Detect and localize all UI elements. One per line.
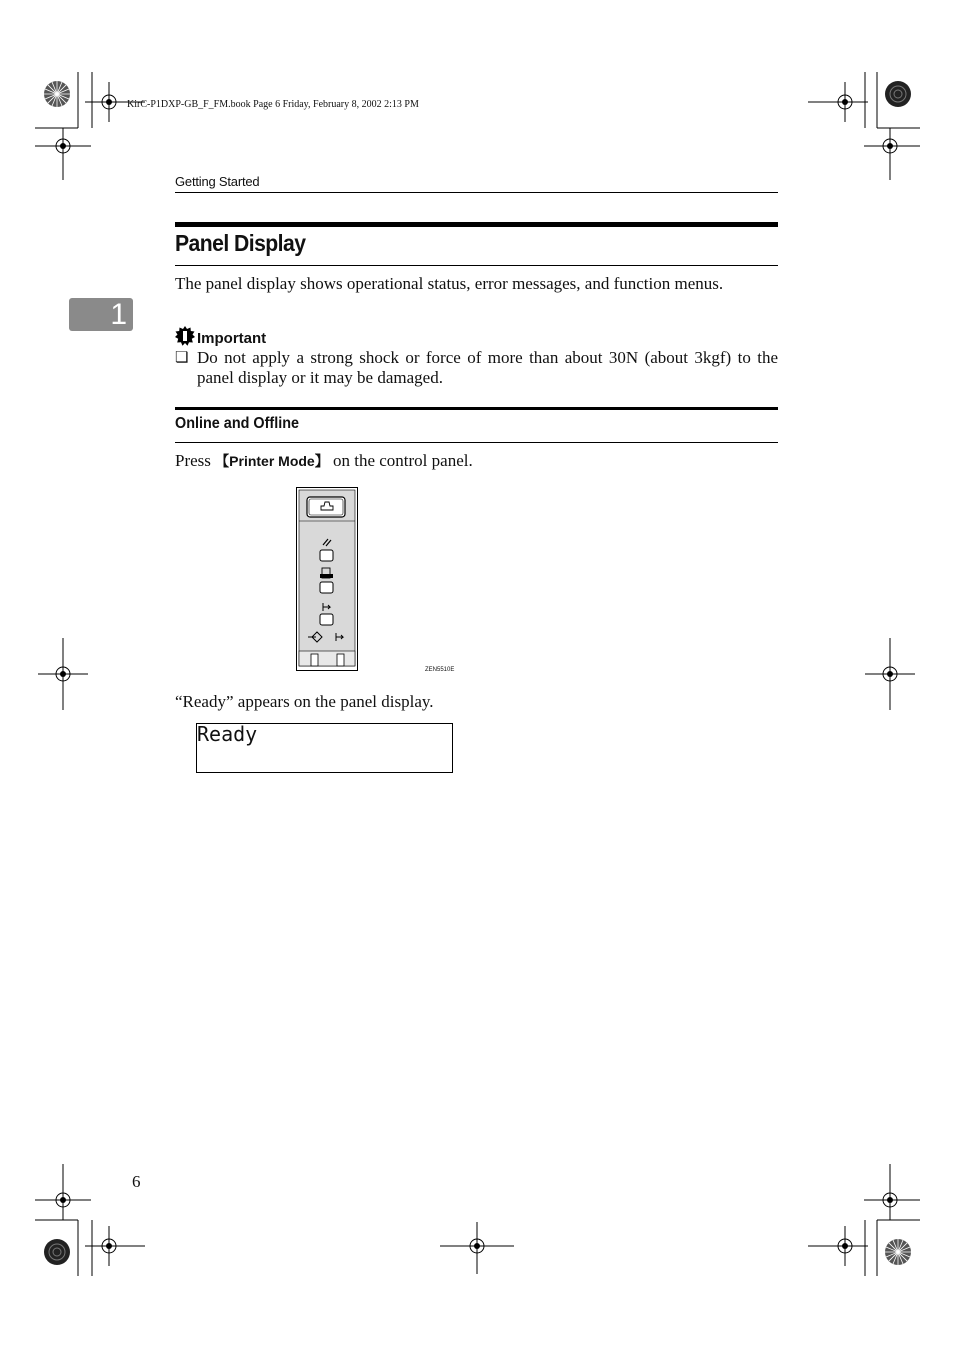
crop-mark <box>35 72 145 182</box>
key-bracket-close: 】 <box>314 453 329 469</box>
header-rule <box>175 192 778 193</box>
important-item-text: Do not apply a strong shock or force of more than about 30N (about 3kgf) to the panel display or it may be damaged. <box>197 348 778 387</box>
crop-mark <box>38 638 88 710</box>
crop-mark <box>808 1164 920 1276</box>
key-bracket-open: 【 <box>215 453 230 469</box>
instruction-press <box>175 451 473 471</box>
control-panel-illustration <box>296 487 358 677</box>
print-info: KirC-P1DXP-GB_F_FM.book Page 6 Friday, February 8, 2002 2:13 PM <box>127 99 419 110</box>
chapter-tab: 1 <box>69 298 133 331</box>
running-head: Getting Started <box>175 174 260 189</box>
figure-code: ZEN5510E <box>425 667 455 673</box>
lcd-text: Ready <box>197 722 258 746</box>
important-label: Important <box>197 329 267 347</box>
checkbox-bullet-icon: ❏ <box>175 350 189 366</box>
section-intro: The panel display shows operational status, error messages, and function menus. <box>175 274 724 293</box>
crop-mark <box>808 72 920 182</box>
subsection-title: Online and Offline <box>175 415 300 432</box>
important-heading <box>175 326 266 350</box>
subsection-bottom-rule <box>175 442 778 443</box>
press-suffix: on the control panel. <box>328 451 473 470</box>
lcd-panel-display <box>196 723 453 773</box>
crop-mark <box>865 638 915 710</box>
printer-mode-key-label: Printer Mode <box>229 453 315 469</box>
press-prefix: Press <box>175 451 216 470</box>
crop-mark <box>440 1222 514 1274</box>
subsection-top-rule <box>175 407 778 410</box>
section-bottom-rule <box>175 265 778 266</box>
crop-mark <box>35 1164 147 1276</box>
section-title: Panel Display <box>175 230 306 256</box>
list-item <box>175 348 778 388</box>
important-icon <box>175 326 195 350</box>
ready-sentence: “Ready” appears on the panel display. <box>175 692 434 711</box>
section-top-rule <box>175 222 778 227</box>
page-number: 6 <box>132 1172 141 1191</box>
